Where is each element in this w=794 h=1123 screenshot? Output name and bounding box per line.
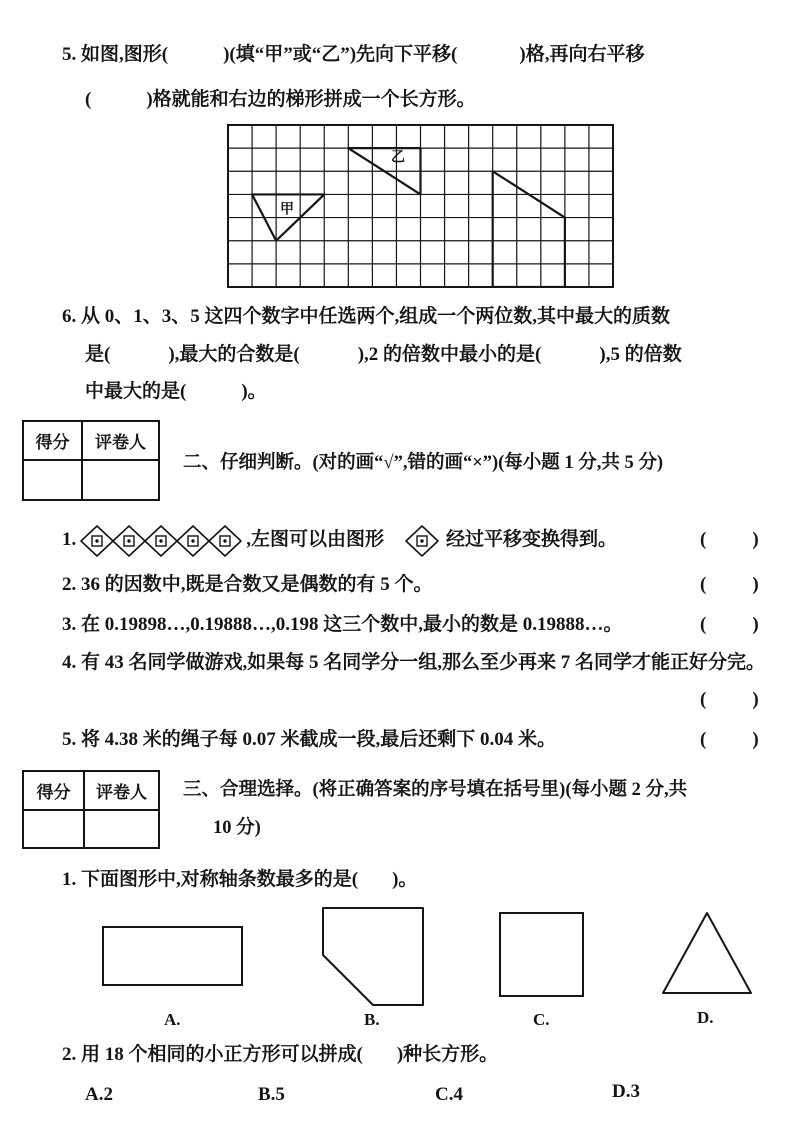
q5-text-b: )(填“甲”或“乙”)先向下平移( [223,44,458,65]
judgment-item-1-text-a: ,左图可以由图形 [246,529,385,550]
q6-text-c: ),2 的倍数中最小的是( [357,344,542,365]
judgment-item-3: 3. 在 0.19898…,0.19888…,0.198 这三个数中,最小的数是 0.19888…。 [62,614,623,635]
grader-label: 评卷人 [95,433,146,452]
grid-figure [227,124,614,288]
score-label: 得分 [24,772,85,809]
judgment-item-1-text-b: 经过平移变换得到。 [446,529,618,550]
judgment-item-4: 4. 有 43 名同学做游戏,如果每 5 名同学分一组,那么至少再来 7 名同学才能正好分完。 [62,652,766,673]
shape-yi-label: 乙 [391,150,405,166]
diamond-dot [128,539,131,542]
choice-q1 [62,868,417,892]
section-2-heading: 二、仔细判断。(对的画“√”,错的画“×”)(每小题 1 分,共 5 分) [183,453,664,473]
bracket-open: ( [700,529,707,550]
score-box-body [24,461,158,499]
q6-text-a: 是( [85,344,111,365]
score-box-header [24,772,158,811]
bracket-open: ( [700,729,707,750]
diamond-dot [224,539,227,542]
score-cell [24,461,83,499]
q5-text-d: ( [85,89,92,110]
answer-blank [706,744,752,745]
bracket-close: ) [752,729,759,750]
choice-q2-option-a: A.2 [85,1084,113,1105]
answer-blank [358,884,392,885]
q5-line-2 [85,88,476,112]
option-d-triangle [663,913,751,993]
choice-q2-option-c: C.4 [435,1084,463,1105]
answer-blank [706,544,752,545]
bracket-close: ) [752,614,759,635]
q5-line-1 [62,43,644,67]
diamond-row-figure [80,524,246,558]
score-cell [24,811,85,847]
section-3-heading-line-1: 三、合理选择。(将正确答案的序号填在括号里)(每小题 2 分,共 [183,780,688,800]
option-c-label: C. [533,1010,550,1029]
answer-bracket [700,613,759,637]
choice-q1-text-a: 1. 下面图形中,对称轴条数最多的是( [62,869,359,890]
answer-bracket [700,528,759,552]
answer-blank [706,704,752,705]
judgment-item-1 [62,523,617,557]
answer-bracket [700,573,759,597]
option-a-rectangle [103,927,242,985]
answer-blank [91,104,146,105]
choice-q1-shapes [95,900,760,1010]
option-c-square [500,913,583,996]
q5-text-e: )格就能和右边的梯形拼成一个长方形。 [146,89,476,110]
answer-bracket [700,688,759,712]
bracket-close: ) [752,689,759,710]
answer-blank [186,396,241,397]
score-box-body [24,811,158,847]
bracket-open: ( [700,689,707,710]
q6-line-1: 6. 从 0、1、3、5 这四个数字中任选两个,组成一个两位数,其中最大的质数 [62,306,671,327]
bracket-open: ( [700,614,707,635]
diamond-dot [192,539,195,542]
grader-label: 评卷人 [96,783,147,802]
bracket-close: ) [752,529,759,550]
choice-q2-option-d: D.3 [612,1081,640,1102]
score-box-judgment [22,420,160,501]
grader-cell [85,811,158,847]
answer-bracket [700,728,759,752]
choice-q2-text-a: 2. 用 18 个相同的小正方形可以拼成( [62,1044,363,1065]
shape-jia-label: 甲 [280,202,294,218]
judgment-item-1-number: 1. [62,529,77,550]
option-a-label: A. [164,1010,181,1029]
diamond-dot [96,539,99,542]
answer-blank [110,359,168,360]
answer-blank [300,359,358,360]
grader-cell [83,461,158,499]
judgment-item-2: 2. 36 的因数中,既是合数又是偶数的有 5 个。 [62,574,433,595]
q6-line-3 [85,380,267,404]
score-box-header [24,422,158,461]
choice-q2-option-b: B.5 [258,1084,285,1105]
answer-blank [706,589,752,590]
q5-text-a: 5. 如图,图形( [62,44,169,65]
trapezoid-shape [493,171,565,287]
single-diamond-figure [404,524,440,558]
answer-blank [168,59,223,60]
q6-text-f: )。 [241,381,267,402]
score-box-choice [22,770,160,849]
bracket-open: ( [700,574,707,595]
diamond-dot [420,539,423,542]
diamond-dot [160,539,163,542]
answer-blank [457,59,519,60]
q6-text-b: ),最大的合数是( [168,344,300,365]
option-d-label: D. [697,1008,714,1027]
choice-q2 [62,1043,498,1067]
bracket-close: ) [752,574,759,595]
q5-text-c: )格,再向右平移 [519,44,645,65]
answer-blank [706,629,752,630]
choice-q2-text-b: )种长方形。 [396,1044,499,1065]
q6-text-d: ),5 的倍数 [599,344,682,365]
choice-q1-text-b: )。 [392,869,418,890]
q6-text-e: 中最大的是( [85,381,187,402]
score-label: 得分 [24,422,83,459]
judgment-item-5: 5. 将 4.38 米的绳子每 0.07 米截成一段,最后还剩下 0.04 米。 [62,729,557,750]
option-b-label: B. [364,1010,380,1029]
option-b-pentagon [323,908,423,1005]
q6-line-2 [85,343,682,367]
answer-blank [363,1059,397,1060]
answer-blank [541,359,599,360]
section-3-heading-line-2: 10 分) [213,818,261,838]
